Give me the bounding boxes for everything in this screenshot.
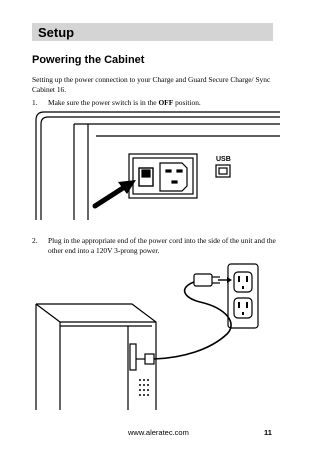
power-cord-illustration <box>32 260 280 415</box>
power-switch-illustration <box>32 108 280 220</box>
arrow-icon <box>95 180 136 206</box>
step-text: Plug in the appropriate end of the power cord into the side of the unit and the other end into a 120V 3-prong power. <box>48 236 276 255</box>
usb-port-label: USB <box>216 156 231 163</box>
section-title: Setup <box>38 25 75 40</box>
step-number: 2. <box>32 236 38 245</box>
step-number: 1. <box>32 98 38 107</box>
page-heading: Powering the Cabinet <box>32 54 145 66</box>
arrow-icon <box>218 277 232 283</box>
intro-paragraph: Setting up the power connection to your Charge and Guard Secure Charge/ Sync Cabinet 16. <box>32 75 271 94</box>
step-emphasis: OFF <box>158 98 174 107</box>
step-text: Make sure the power switch is in the OFF position. <box>48 98 201 107</box>
page-number: 11 <box>264 428 272 437</box>
footer-url: www.aleratec.com <box>128 428 189 437</box>
